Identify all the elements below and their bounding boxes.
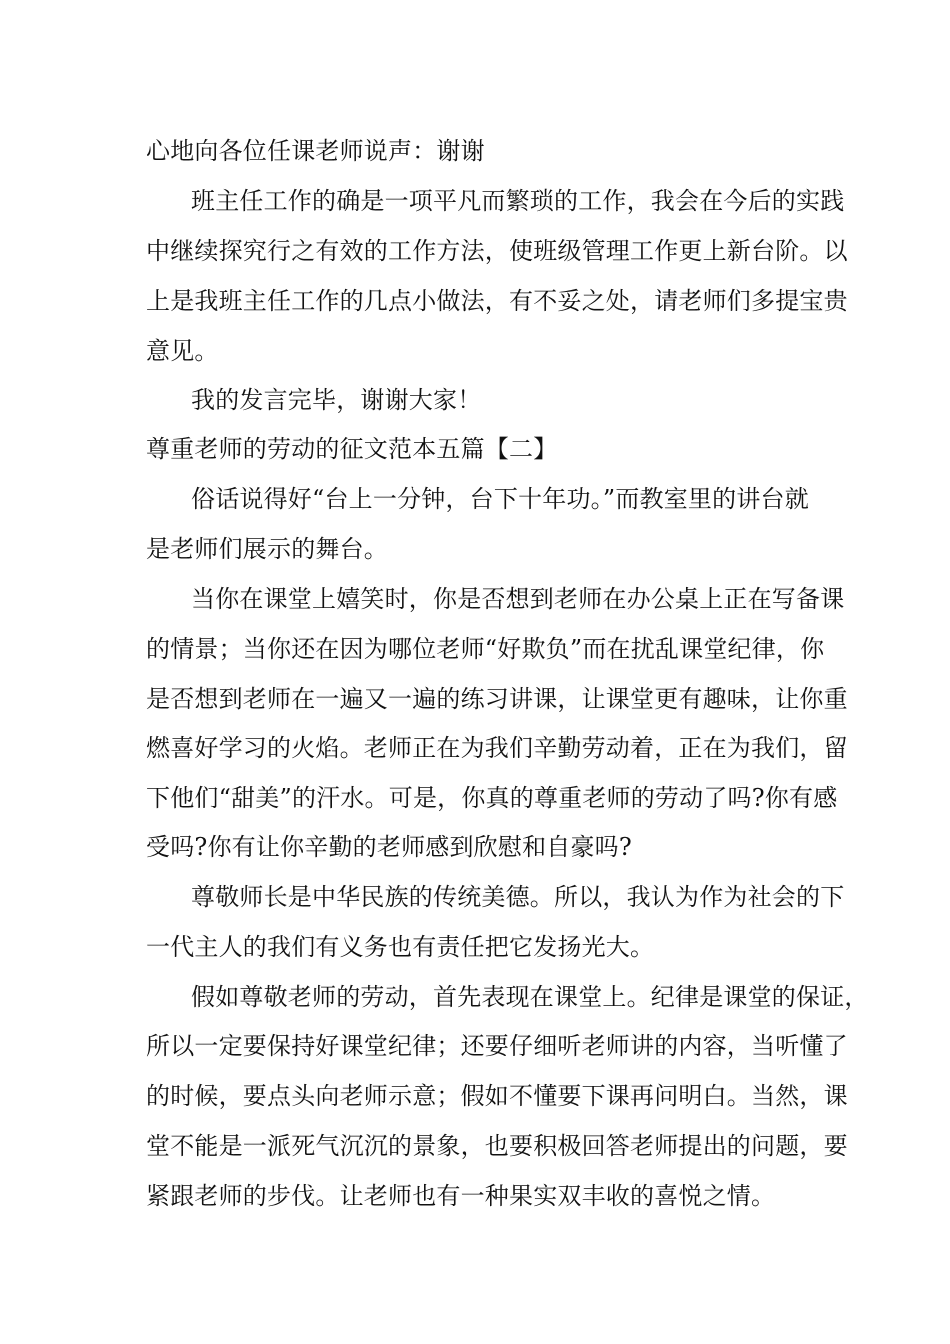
text-line: 的情景；当你还在因为哪位老师“好欺负”而在扰乱课堂纪律，你: [146, 635, 825, 663]
text-line: 紧跟老师的步伐。让老师也有一种果实双丰收的喜悦之情。: [146, 1182, 776, 1210]
paragraph-first-line: 尊敬师长是中华民族的传统美德。所以，我认为作为社会的下: [191, 883, 845, 911]
text-line: 堂不能是一派死气沉沉的景象，也要积极回答老师提出的问题，要: [146, 1132, 848, 1160]
paragraph-first-line: 我的发言完毕，谢谢大家！: [191, 386, 482, 414]
text-line: 中继续探究行之有效的工作方法，使班级管理工作更上新台阶。以: [146, 237, 848, 265]
text-line: 是否想到老师在一遍又一遍的练习讲课，让课堂更有趣味，让你重: [146, 685, 848, 713]
paragraph-first-line: 当你在课堂上嬉笑时，你是否想到老师在办公桌上正在写备课: [191, 585, 845, 613]
paragraph-first-line: 假如尊敬老师的劳动，首先表现在课堂上。纪律是课堂的保证，: [191, 983, 869, 1011]
text-line: 是老师们展示的舞台。: [146, 535, 388, 563]
text-line: 所以一定要保持好课堂纪律；还要仔细听老师讲的内容，当听懂了: [146, 1032, 848, 1060]
text-line: 下他们“甜美”的汗水。可是，你真的尊重老师的劳动了吗?你有感: [146, 784, 838, 812]
text-line: 意见。: [146, 337, 219, 365]
paragraph-first-line: 班主任工作的确是一项平凡而繁琐的工作，我会在今后的实践: [191, 187, 845, 215]
text-line: 受吗?你有让你辛勤的老师感到欣慰和自豪吗?: [146, 833, 632, 861]
section-heading: 尊重老师的劳动的征文范本五篇【二】: [146, 435, 558, 463]
text-line: 一代主人的我们有义务也有责任把它发扬光大。: [146, 933, 655, 961]
text-line: 上是我班主任工作的几点小做法，有不妥之处，请老师们多提宝贵: [146, 287, 848, 315]
text-line: 燃喜好学习的火焰。老师正在为我们辛勤劳动着，正在为我们，留: [146, 734, 848, 762]
text-line: 心地向各位任课老师说声：谢谢: [146, 137, 485, 165]
text-line: 的时候，要点头向老师示意；假如不懂要下课再问明白。当然，课: [146, 1082, 848, 1110]
paragraph-first-line: 俗话说得好“台上一分钟，台下十年功。”而教室里的讲台就: [191, 485, 809, 513]
